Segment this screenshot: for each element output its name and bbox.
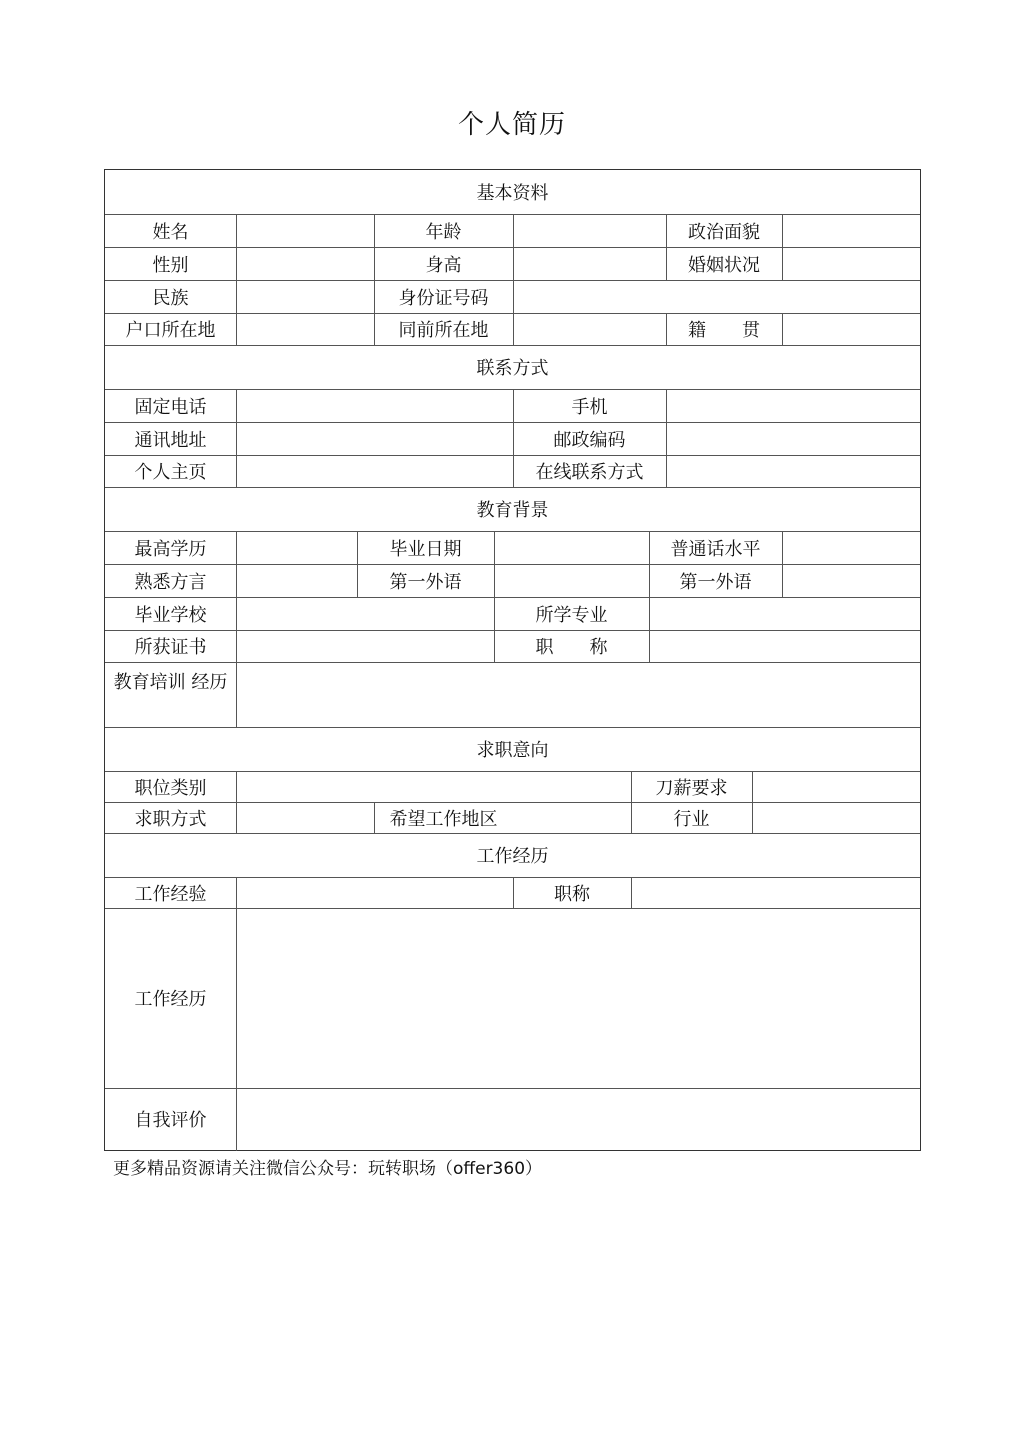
address-field[interactable]: [236, 422, 513, 455]
foreign-language-2-field[interactable]: [782, 564, 920, 597]
marital-status-label: 婚姻状况: [688, 254, 760, 276]
school-label: 毕业学校: [134, 604, 207, 626]
graduation-date-field[interactable]: [494, 531, 649, 564]
footer-note: 更多精品资源请关注微信公众号：玩转职场（offer360）: [113, 1159, 543, 1179]
landline-field[interactable]: [236, 389, 513, 422]
age-field[interactable]: [513, 214, 666, 247]
native-place-field[interactable]: [782, 313, 920, 345]
address-label: 通讯地址: [134, 429, 207, 451]
salary-field[interactable]: [752, 771, 920, 802]
job-title-label: 职称: [554, 883, 590, 905]
section-header-basic: 基本资料: [476, 183, 549, 204]
id-number-field[interactable]: [513, 280, 920, 313]
marital-status-field[interactable]: [782, 247, 920, 280]
title-rank-label: 职 称: [535, 637, 608, 658]
preferred-region-label: 希望工作地区: [389, 808, 498, 830]
current-location-field[interactable]: [513, 313, 666, 345]
hukou-location-label: 户口所在地: [125, 320, 216, 341]
certificates-label: 所获证书: [134, 637, 207, 658]
title-rank-field[interactable]: [649, 630, 920, 662]
hukou-location-field[interactable]: [236, 313, 374, 345]
industry-field[interactable]: [752, 802, 920, 833]
dialect-label: 熟悉方言: [134, 571, 207, 593]
section-header-education: 教育背景: [476, 500, 549, 521]
ethnicity-field[interactable]: [236, 280, 374, 313]
certificates-field[interactable]: [236, 630, 494, 662]
highest-degree-field[interactable]: [236, 531, 357, 564]
section-header-contact: 联系方式: [476, 358, 549, 379]
mobile-field[interactable]: [666, 389, 920, 422]
political-status-label: 政治面貌: [688, 221, 760, 243]
age-label: 年龄: [425, 221, 462, 243]
self-evaluation-field[interactable]: [236, 1088, 920, 1150]
online-contact-label: 在线联系方式: [535, 462, 644, 483]
training-field[interactable]: [236, 662, 920, 727]
postal-code-label: 邮政编码: [553, 429, 626, 451]
foreign-language-2-label: 第一外语: [679, 571, 752, 593]
major-label: 所学专业: [535, 604, 608, 626]
homepage-label: 个人主页: [134, 462, 207, 483]
mandarin-level-field[interactable]: [782, 531, 920, 564]
major-field[interactable]: [649, 597, 920, 630]
ethnicity-label: 民族: [152, 287, 189, 309]
current-location-label: 同前所在地: [398, 320, 489, 341]
foreign-language-1-field[interactable]: [494, 564, 649, 597]
page-title: 个人简历: [457, 110, 566, 140]
job-mode-field[interactable]: [236, 802, 374, 833]
landline-label: 固定电话: [134, 396, 207, 418]
highest-degree-label: 最高学历: [134, 538, 207, 560]
online-contact-field[interactable]: [666, 455, 920, 487]
dialect-field[interactable]: [236, 564, 357, 597]
industry-label: 行业: [673, 808, 710, 830]
section-header-experience: 工作经历: [476, 846, 549, 867]
name-label: 姓名: [152, 221, 189, 243]
gender-label: 性别: [152, 254, 189, 276]
work-history-field[interactable]: [236, 908, 920, 1088]
homepage-field[interactable]: [236, 455, 513, 487]
section-header-intention: 求职意向: [476, 740, 549, 761]
job-title-field[interactable]: [631, 877, 920, 908]
mandarin-level-label: 普通话水平: [670, 538, 761, 560]
training-label: 教育培训 经历: [113, 672, 228, 693]
id-number-label: 身份证号码: [398, 287, 489, 309]
position-type-label: 职位类别: [134, 777, 207, 799]
native-place-label: 籍 贯: [688, 320, 760, 341]
self-evaluation-label: 自我评价: [134, 1110, 207, 1131]
graduation-date-label: 毕业日期: [389, 538, 462, 560]
gender-field[interactable]: [236, 247, 374, 280]
name-field[interactable]: [236, 214, 374, 247]
foreign-language-1-label: 第一外语: [389, 571, 462, 593]
political-status-field[interactable]: [782, 214, 920, 247]
height-field[interactable]: [513, 247, 666, 280]
school-field[interactable]: [236, 597, 494, 630]
job-mode-label: 求职方式: [134, 808, 207, 830]
resume-form: [104, 169, 921, 1151]
height-label: 身高: [425, 254, 462, 276]
mobile-label: 手机: [571, 396, 608, 418]
work-history-label: 工作经历: [134, 989, 207, 1010]
salary-label: 刀薪要求: [655, 777, 728, 799]
preferred-region-field[interactable]: [513, 802, 631, 833]
postal-code-field[interactable]: [666, 422, 920, 455]
position-type-field[interactable]: [236, 771, 631, 802]
work-years-field[interactable]: [236, 877, 513, 908]
work-years-label: 工作经验: [134, 883, 207, 905]
